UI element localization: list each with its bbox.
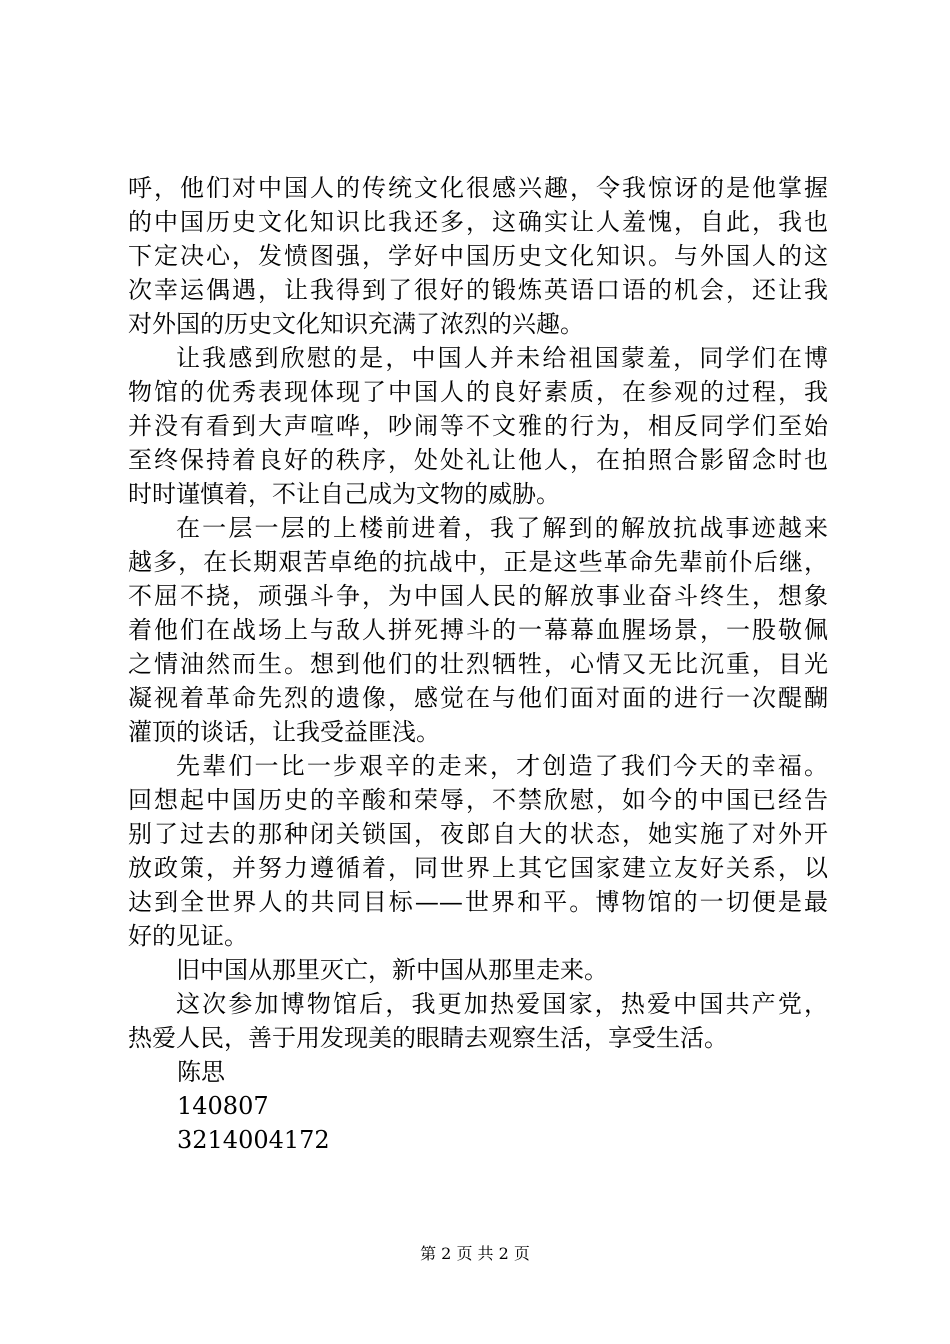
paragraph-line: 放政策，并努力遵循着，同世界上其它国家建立友好关系，以	[128, 854, 828, 882]
paragraph-line: 好的见证。	[128, 922, 248, 950]
signature-name: 陈思	[177, 1058, 225, 1086]
paragraph-line: 并没有看到大声喧哗，吵闹等不文雅的行为，相反同学们至始	[128, 412, 828, 440]
paragraph-line: 达到全世界人的共同目标——世界和平。博物馆的一切便是最	[128, 888, 828, 916]
paragraph-line: 之情油然而生。想到他们的壮烈牺牲，心情又无比沉重，目光	[128, 650, 828, 678]
paragraph-line: 下定决心，发愤图强，学好中国历史文化知识。与外国人的这	[128, 242, 828, 270]
paragraph-line: 让我感到欣慰的是，中国人并未给祖国蒙羞，同学们在博	[176, 344, 828, 372]
paragraph	[128, 171, 828, 341]
paragraph-line: 旧中国从那里灭亡，新中国从那里走来。	[176, 956, 608, 984]
paragraph	[128, 953, 828, 987]
paragraph-line: 别了过去的那种闭关锁国，夜郎自大的状态，她实施了对外开	[128, 820, 828, 848]
paragraph	[128, 749, 828, 953]
document-body	[128, 171, 828, 1157]
paragraph-line: 着他们在战场上与敌人拼死搏斗的一幕幕血腥场景，一股敬佩	[128, 616, 828, 644]
paragraph	[128, 341, 828, 511]
paragraph-line: 不屈不挠，顽强斗争，为中国人民的解放事业奋斗终生，想象	[128, 582, 828, 610]
paragraph-line: 在一层一层的上楼前进着，我了解到的解放抗战事迹越来	[176, 514, 828, 542]
paragraph-line: 次幸运偶遇，让我得到了很好的锻炼英语口语的机会，还让我	[128, 276, 828, 304]
paragraph-line: 凝视着革命先烈的遗像，感觉在与他们面对面的进行一次醍醐	[128, 684, 828, 712]
paragraph	[128, 987, 828, 1055]
paragraph-line: 灌顶的谈话，让我受益匪浅。	[128, 718, 440, 746]
paragraph	[128, 511, 828, 749]
page-footer	[0, 1244, 950, 1264]
signature-student-id: 3214004172	[177, 1126, 330, 1154]
paragraph-line: 这次参加博物馆后，我更加热爱国家，热爱中国共产党，	[176, 990, 828, 1018]
signature-class-code: 140807	[177, 1092, 269, 1120]
paragraph-line: 至终保持着良好的秩序，处处礼让他人，在拍照合影留念时也	[128, 446, 828, 474]
paragraph-line: 回想起中国历史的辛酸和荣辱，不禁欣慰，如今的中国已经告	[128, 786, 828, 814]
paragraph-line: 越多，在长期艰苦卓绝的抗战中，正是这些革命先辈前仆后继，	[128, 548, 828, 576]
paragraph-line: 时时谨慎着，不让自己成为文物的威胁。	[128, 480, 560, 508]
page-number-label: 第 2 页 共 2 页	[420, 1244, 530, 1263]
paragraph-line: 呼，他们对中国人的传统文化很感兴趣，令我惊讶的是他掌握	[128, 174, 828, 202]
paragraph-line: 对外国的历史文化知识充满了浓烈的兴趣。	[128, 310, 584, 338]
paragraph-line: 热爱人民，善于用发现美的眼睛去观察生活，享受生活。	[128, 1024, 728, 1052]
paragraph-line: 物馆的优秀表现体现了中国人的良好素质，在参观的过程，我	[128, 378, 828, 406]
paragraph-line: 先辈们一比一步艰辛的走来，才创造了我们今天的幸福。	[176, 752, 828, 780]
paragraph-line: 的中国历史文化知识比我还多，这确实让人羞愧，自此，我也	[128, 208, 828, 236]
